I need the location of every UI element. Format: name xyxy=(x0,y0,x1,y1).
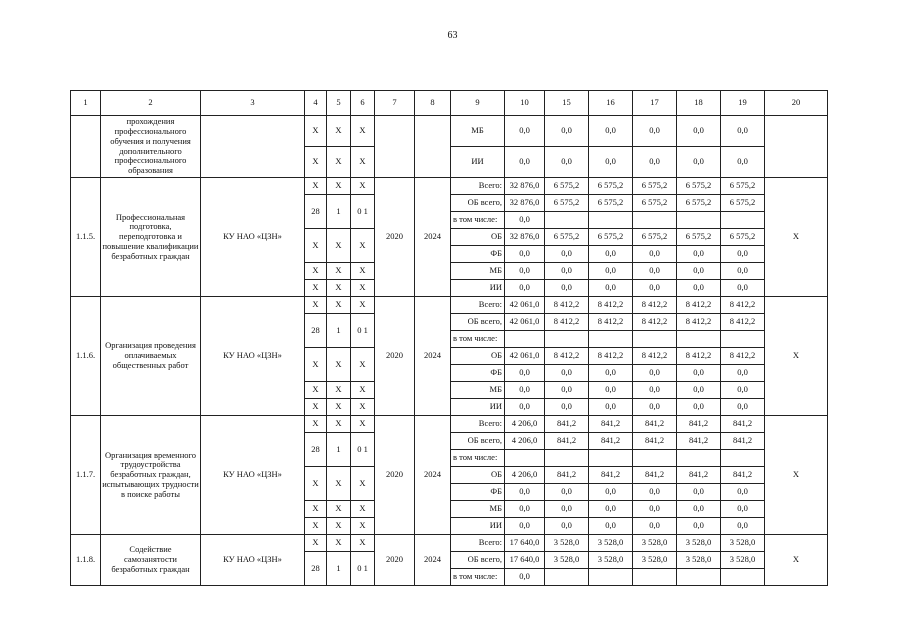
funding-source: ФБ xyxy=(451,365,505,382)
col4-cell: X xyxy=(305,147,327,178)
col4-cell: X xyxy=(305,467,327,501)
col5-cell: X xyxy=(327,535,351,552)
amount-cell: 841,2 xyxy=(721,467,765,484)
organization: КУ НАО «ЦЗН» xyxy=(201,178,305,297)
amount-cell: 8 412,2 xyxy=(589,348,633,365)
amount-cell: 8 412,2 xyxy=(721,348,765,365)
funding-source: ОБ всего, xyxy=(451,552,505,569)
amount-cell: 3 528,0 xyxy=(589,535,633,552)
amount-cell: 0,0 xyxy=(589,280,633,297)
funding-source: ОБ xyxy=(451,229,505,246)
funding-source: ИИ xyxy=(451,399,505,416)
amount-cell xyxy=(633,569,677,586)
col4-cell: X xyxy=(305,416,327,433)
col6-cell: X xyxy=(351,280,375,297)
amount-cell: 0,0 xyxy=(677,484,721,501)
col4-cell: X xyxy=(305,297,327,314)
amount-cell: 3 528,0 xyxy=(677,535,721,552)
amount-cell xyxy=(589,212,633,229)
amount-cell: 3 528,0 xyxy=(633,535,677,552)
amount-cell: 6 575,2 xyxy=(633,195,677,212)
amount-cell: 0,0 xyxy=(677,246,721,263)
amount-cell: 0,0 xyxy=(633,382,677,399)
budget-table xyxy=(70,90,828,586)
col20-cell: X xyxy=(765,535,828,586)
year-end: 2024 xyxy=(415,416,451,535)
amount-cell xyxy=(505,331,545,348)
col6-cell: X xyxy=(351,147,375,178)
amount-cell: 0,0 xyxy=(677,280,721,297)
amount-cell xyxy=(677,569,721,586)
funding-source: ОБ всего, xyxy=(451,314,505,331)
amount-cell: 0,0 xyxy=(505,484,545,501)
amount-cell: 8 412,2 xyxy=(633,314,677,331)
amount-cell: 841,2 xyxy=(589,433,633,450)
amount-cell: 6 575,2 xyxy=(721,195,765,212)
amount-cell: 841,2 xyxy=(633,433,677,450)
col6-cell: X xyxy=(351,382,375,399)
amount-cell: 42 061,0 xyxy=(505,297,545,314)
col4-cell: X xyxy=(305,263,327,280)
amount-cell xyxy=(545,450,589,467)
amount-cell: 32 876,0 xyxy=(505,178,545,195)
col5-cell: X xyxy=(327,518,351,535)
amount-cell: 8 412,2 xyxy=(589,297,633,314)
amount-cell: 0,0 xyxy=(721,280,765,297)
table-row xyxy=(71,91,828,116)
col6-cell: X xyxy=(351,416,375,433)
funding-source: ФБ xyxy=(451,484,505,501)
amount-cell xyxy=(721,212,765,229)
year-end: 2024 xyxy=(415,535,451,586)
amount-cell: 841,2 xyxy=(545,467,589,484)
funding-source: ФБ xyxy=(451,246,505,263)
amount-cell: 0,0 xyxy=(505,365,545,382)
col5-cell: X xyxy=(327,229,351,263)
col5-cell: X xyxy=(327,297,351,314)
amount-cell: 8 412,2 xyxy=(545,297,589,314)
funding-source: МБ xyxy=(451,263,505,280)
column-header: 3 xyxy=(201,91,305,116)
amount-cell: 0,0 xyxy=(589,263,633,280)
col4-cell: X xyxy=(305,280,327,297)
amount-cell: 0,0 xyxy=(545,518,589,535)
amount-cell: 0,0 xyxy=(721,484,765,501)
amount-cell: 0,0 xyxy=(677,365,721,382)
row-number: 1.1.8. xyxy=(71,535,101,586)
amount-cell: 4 206,0 xyxy=(505,467,545,484)
year-start: 2020 xyxy=(375,178,415,297)
amount-cell: 3 528,0 xyxy=(677,552,721,569)
col4-cell: X xyxy=(305,116,327,147)
amount-cell: 6 575,2 xyxy=(545,229,589,246)
col20-cell xyxy=(765,116,828,178)
col6-cell: X xyxy=(351,263,375,280)
amount-cell: 0,0 xyxy=(545,382,589,399)
amount-cell: 841,2 xyxy=(677,433,721,450)
col5-cell: X xyxy=(327,178,351,195)
funding-source: ИИ xyxy=(451,147,505,178)
amount-cell: 0,0 xyxy=(545,147,589,178)
funding-source: МБ xyxy=(451,116,505,147)
column-header: 18 xyxy=(677,91,721,116)
amount-cell: 8 412,2 xyxy=(677,348,721,365)
amount-cell xyxy=(677,212,721,229)
amount-cell: 841,2 xyxy=(721,433,765,450)
funding-source: в том числе: xyxy=(451,450,505,467)
amount-cell: 0,0 xyxy=(721,246,765,263)
amount-cell: 0,0 xyxy=(545,280,589,297)
amount-cell xyxy=(721,331,765,348)
col5-cell: X xyxy=(327,263,351,280)
amount-cell: 0,0 xyxy=(589,382,633,399)
column-header: 1 xyxy=(71,91,101,116)
amount-cell: 0,0 xyxy=(633,246,677,263)
col4-cell: 28 xyxy=(305,195,327,229)
amount-cell: 4 206,0 xyxy=(505,433,545,450)
amount-cell: 0,0 xyxy=(505,399,545,416)
col6-cell: X xyxy=(351,399,375,416)
amount-cell: 0,0 xyxy=(633,116,677,147)
amount-cell: 0,0 xyxy=(505,212,545,229)
col5-cell: 1 xyxy=(327,195,351,229)
funding-source: Всего: xyxy=(451,297,505,314)
col6-cell: X xyxy=(351,297,375,314)
amount-cell: 0,0 xyxy=(545,263,589,280)
amount-cell: 6 575,2 xyxy=(677,229,721,246)
col6-cell: X xyxy=(351,518,375,535)
column-header: 7 xyxy=(375,91,415,116)
funding-source: Всего: xyxy=(451,416,505,433)
table-row xyxy=(71,416,828,433)
amount-cell: 0,0 xyxy=(589,518,633,535)
amount-cell: 841,2 xyxy=(545,416,589,433)
amount-cell: 0,0 xyxy=(633,280,677,297)
amount-cell: 0,0 xyxy=(677,501,721,518)
amount-cell: 6 575,2 xyxy=(721,229,765,246)
column-header: 4 xyxy=(305,91,327,116)
row-number: 1.1.7. xyxy=(71,416,101,535)
year-start xyxy=(375,116,415,178)
amount-cell: 17 640,0 xyxy=(505,535,545,552)
amount-cell: 8 412,2 xyxy=(721,314,765,331)
amount-cell: 3 528,0 xyxy=(633,552,677,569)
amount-cell: 6 575,2 xyxy=(545,195,589,212)
amount-cell: 3 528,0 xyxy=(545,552,589,569)
funding-source: ОБ всего, xyxy=(451,433,505,450)
col5-cell: X xyxy=(327,382,351,399)
amount-cell: 0,0 xyxy=(721,263,765,280)
amount-cell xyxy=(589,569,633,586)
amount-cell: 0,0 xyxy=(721,399,765,416)
amount-cell: 0,0 xyxy=(633,147,677,178)
table-row xyxy=(71,178,828,195)
amount-cell: 0,0 xyxy=(677,116,721,147)
col5-cell: X xyxy=(327,416,351,433)
amount-cell xyxy=(589,331,633,348)
amount-cell: 8 412,2 xyxy=(721,297,765,314)
col6-cell: 0 1 xyxy=(351,433,375,467)
amount-cell: 6 575,2 xyxy=(589,229,633,246)
amount-cell: 0,0 xyxy=(545,484,589,501)
col20-cell: X xyxy=(765,178,828,297)
amount-cell: 0,0 xyxy=(677,518,721,535)
amount-cell: 8 412,2 xyxy=(677,314,721,331)
amount-cell: 0,0 xyxy=(505,382,545,399)
col4-cell: X xyxy=(305,535,327,552)
col5-cell: X xyxy=(327,501,351,518)
row-number xyxy=(71,116,101,178)
amount-cell: 0,0 xyxy=(633,399,677,416)
amount-cell: 0,0 xyxy=(505,246,545,263)
col5-cell: X xyxy=(327,348,351,382)
funding-source: ИИ xyxy=(451,518,505,535)
amount-cell: 42 061,0 xyxy=(505,314,545,331)
col6-cell: X xyxy=(351,229,375,263)
amount-cell: 0,0 xyxy=(505,147,545,178)
amount-cell: 32 876,0 xyxy=(505,229,545,246)
col6-cell: X xyxy=(351,116,375,147)
column-header: 20 xyxy=(765,91,828,116)
amount-cell: 8 412,2 xyxy=(545,348,589,365)
col20-cell: X xyxy=(765,416,828,535)
amount-cell: 841,2 xyxy=(633,416,677,433)
amount-cell: 0,0 xyxy=(677,263,721,280)
amount-cell: 0,0 xyxy=(589,147,633,178)
col6-cell: 0 1 xyxy=(351,314,375,348)
column-header: 2 xyxy=(101,91,201,116)
amount-cell: 0,0 xyxy=(545,399,589,416)
col4-cell: X xyxy=(305,348,327,382)
amount-cell xyxy=(633,450,677,467)
amount-cell: 0,0 xyxy=(505,116,545,147)
col6-cell: 0 1 xyxy=(351,195,375,229)
funding-source: МБ xyxy=(451,501,505,518)
amount-cell: 17 640,0 xyxy=(505,552,545,569)
amount-cell xyxy=(545,331,589,348)
amount-cell: 0,0 xyxy=(677,382,721,399)
amount-cell: 0,0 xyxy=(633,263,677,280)
col6-cell: X xyxy=(351,348,375,382)
amount-cell: 0,0 xyxy=(633,501,677,518)
amount-cell: 0,0 xyxy=(589,365,633,382)
column-header: 5 xyxy=(327,91,351,116)
amount-cell xyxy=(545,212,589,229)
year-start: 2020 xyxy=(375,297,415,416)
column-header: 8 xyxy=(415,91,451,116)
organization xyxy=(201,116,305,178)
amount-cell: 841,2 xyxy=(633,467,677,484)
amount-cell: 0,0 xyxy=(505,501,545,518)
amount-cell xyxy=(677,331,721,348)
col20-cell: X xyxy=(765,297,828,416)
col5-cell: X xyxy=(327,280,351,297)
funding-source: ОБ xyxy=(451,467,505,484)
year-start: 2020 xyxy=(375,416,415,535)
amount-cell: 0,0 xyxy=(677,399,721,416)
amount-cell: 6 575,2 xyxy=(589,178,633,195)
funding-source: МБ xyxy=(451,382,505,399)
amount-cell: 0,0 xyxy=(721,518,765,535)
organization: КУ НАО «ЦЗН» xyxy=(201,416,305,535)
amount-cell: 0,0 xyxy=(545,365,589,382)
amount-cell: 0,0 xyxy=(589,246,633,263)
col6-cell: X xyxy=(351,178,375,195)
amount-cell: 6 575,2 xyxy=(677,195,721,212)
amount-cell: 841,2 xyxy=(677,467,721,484)
measure-name: прохождения профессионального обучения и получения дополнительного профессионального образования xyxy=(101,116,201,178)
amount-cell: 0,0 xyxy=(633,518,677,535)
col5-cell: 1 xyxy=(327,314,351,348)
amount-cell: 6 575,2 xyxy=(589,195,633,212)
amount-cell: 0,0 xyxy=(721,365,765,382)
amount-cell: 0,0 xyxy=(545,116,589,147)
amount-cell: 8 412,2 xyxy=(633,348,677,365)
amount-cell: 3 528,0 xyxy=(721,552,765,569)
amount-cell: 0,0 xyxy=(721,382,765,399)
year-start: 2020 xyxy=(375,535,415,586)
col6-cell: X xyxy=(351,467,375,501)
amount-cell: 6 575,2 xyxy=(721,178,765,195)
amount-cell: 3 528,0 xyxy=(721,535,765,552)
amount-cell xyxy=(633,212,677,229)
amount-cell: 841,2 xyxy=(589,416,633,433)
amount-cell: 0,0 xyxy=(589,501,633,518)
funding-source: в том числе: xyxy=(451,569,505,586)
col4-cell: X xyxy=(305,501,327,518)
measure-name: Организация проведения оплачиваемых общественных работ xyxy=(101,297,201,416)
amount-cell xyxy=(721,450,765,467)
funding-source: ОБ xyxy=(451,348,505,365)
amount-cell: 8 412,2 xyxy=(545,314,589,331)
amount-cell xyxy=(545,569,589,586)
table-row xyxy=(71,535,828,552)
column-header: 15 xyxy=(545,91,589,116)
amount-cell: 0,0 xyxy=(505,263,545,280)
amount-cell: 0,0 xyxy=(589,484,633,501)
amount-cell xyxy=(505,450,545,467)
amount-cell: 0,0 xyxy=(545,501,589,518)
column-header: 10 xyxy=(505,91,545,116)
amount-cell: 0,0 xyxy=(721,147,765,178)
col6-cell: X xyxy=(351,535,375,552)
year-end: 2024 xyxy=(415,178,451,297)
amount-cell: 0,0 xyxy=(589,399,633,416)
amount-cell: 6 575,2 xyxy=(545,178,589,195)
col6-cell: 0 1 xyxy=(351,552,375,586)
amount-cell: 6 575,2 xyxy=(677,178,721,195)
col4-cell: X xyxy=(305,178,327,195)
amount-cell: 8 412,2 xyxy=(677,297,721,314)
amount-cell: 0,0 xyxy=(633,365,677,382)
col4-cell: 28 xyxy=(305,433,327,467)
funding-source: Всего: xyxy=(451,178,505,195)
funding-source: ОБ всего, xyxy=(451,195,505,212)
amount-cell xyxy=(589,450,633,467)
amount-cell: 841,2 xyxy=(589,467,633,484)
col4-cell: X xyxy=(305,518,327,535)
amount-cell: 4 206,0 xyxy=(505,416,545,433)
table-row xyxy=(71,116,828,147)
amount-cell: 0,0 xyxy=(589,116,633,147)
col5-cell: X xyxy=(327,467,351,501)
amount-cell: 8 412,2 xyxy=(589,314,633,331)
measure-name: Организация временного трудоустройства безработных граждан, испытывающих трудности в поиске работы xyxy=(101,416,201,535)
row-number: 1.1.6. xyxy=(71,297,101,416)
funding-source: ИИ xyxy=(451,280,505,297)
funding-source: в том числе: xyxy=(451,331,505,348)
organization: КУ НАО «ЦЗН» xyxy=(201,535,305,586)
amount-cell: 6 575,2 xyxy=(633,229,677,246)
table-row xyxy=(71,297,828,314)
col5-cell: 1 xyxy=(327,433,351,467)
amount-cell xyxy=(633,331,677,348)
col6-cell: X xyxy=(351,501,375,518)
amount-cell xyxy=(721,569,765,586)
col4-cell: 28 xyxy=(305,552,327,586)
amount-cell: 0,0 xyxy=(505,280,545,297)
amount-cell: 32 876,0 xyxy=(505,195,545,212)
amount-cell: 6 575,2 xyxy=(633,178,677,195)
col5-cell: 1 xyxy=(327,552,351,586)
funding-source: в том числе: xyxy=(451,212,505,229)
year-end xyxy=(415,116,451,178)
col4-cell: X xyxy=(305,229,327,263)
column-header: 17 xyxy=(633,91,677,116)
amount-cell: 0,0 xyxy=(633,484,677,501)
col5-cell: X xyxy=(327,116,351,147)
col5-cell: X xyxy=(327,147,351,178)
amount-cell xyxy=(677,450,721,467)
organization: КУ НАО «ЦЗН» xyxy=(201,297,305,416)
amount-cell: 3 528,0 xyxy=(545,535,589,552)
amount-cell: 0,0 xyxy=(721,501,765,518)
column-header: 6 xyxy=(351,91,375,116)
measure-name: Содействие самозанятости безработных граждан xyxy=(101,535,201,586)
amount-cell: 8 412,2 xyxy=(633,297,677,314)
page-number: 63 xyxy=(447,30,458,41)
measure-name: Профессиональная подготовка, переподготовка и повышение квалификации безработных граждан xyxy=(101,178,201,297)
amount-cell: 0,0 xyxy=(677,147,721,178)
col4-cell: X xyxy=(305,382,327,399)
funding-source: Всего: xyxy=(451,535,505,552)
row-number: 1.1.5. xyxy=(71,178,101,297)
col5-cell: X xyxy=(327,399,351,416)
column-header: 16 xyxy=(589,91,633,116)
amount-cell: 841,2 xyxy=(677,416,721,433)
column-header: 19 xyxy=(721,91,765,116)
col4-cell: 28 xyxy=(305,314,327,348)
amount-cell: 0,0 xyxy=(545,246,589,263)
amount-cell: 0,0 xyxy=(505,518,545,535)
amount-cell: 841,2 xyxy=(545,433,589,450)
amount-cell: 42 061,0 xyxy=(505,348,545,365)
amount-cell: 841,2 xyxy=(721,416,765,433)
col4-cell: X xyxy=(305,399,327,416)
year-end: 2024 xyxy=(415,297,451,416)
column-header: 9 xyxy=(451,91,505,116)
amount-cell: 0,0 xyxy=(721,116,765,147)
amount-cell: 3 528,0 xyxy=(589,552,633,569)
amount-cell: 0,0 xyxy=(505,569,545,586)
